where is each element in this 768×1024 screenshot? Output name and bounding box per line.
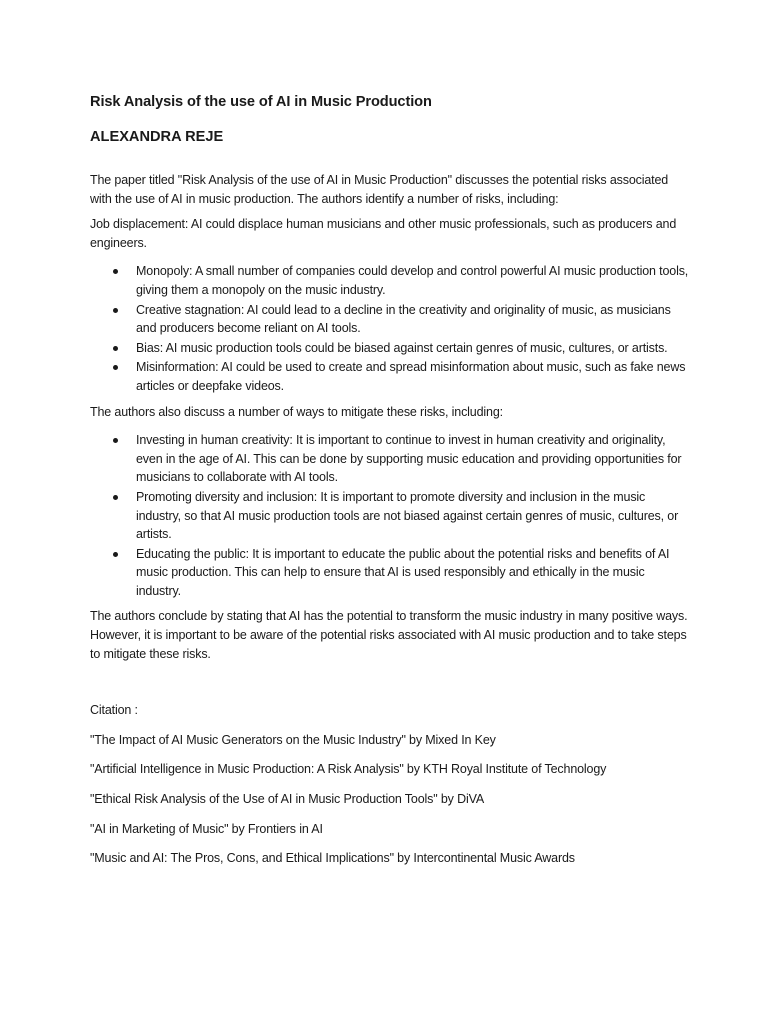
section-spacer: [90, 670, 690, 701]
risk-text: Bias: AI music production tools could be biased against certain genres of music, cultures, or artists.: [136, 340, 668, 355]
list-item: [90, 488, 690, 544]
author-name: ALEXANDRA REJE: [90, 129, 224, 145]
mitigations-list: [90, 431, 690, 600]
bullet-icon: [113, 365, 118, 370]
bullet-icon: [113, 495, 118, 500]
citation-heading: Citation :: [90, 703, 138, 718]
mitigation-text: Promoting diversity and inclusion: It is important to promote diversity and inclusion in the music industry, so that AI music production tools are not biased against certain genres of music, cultures, or artists.: [136, 489, 679, 542]
mitigation-text: Investing in human creativity: It is important to continue to invest in human creativity and originality, even in the age of AI. This can be done by supporting music education and providing opportunities for musicians to collaborate with AI tools.: [136, 433, 682, 485]
citation-item: "AI in Marketing of Music" by Frontiers in AI: [90, 821, 323, 836]
list-item: [90, 431, 690, 487]
bullet-icon: [113, 346, 118, 351]
list-item: [90, 358, 690, 395]
job-displacement-paragraph: Job displacement: AI could displace human musicians and other music professionals, such as producers and engineers.: [90, 217, 677, 250]
risk-text: Creative stagnation: AI could lead to a decline in the creativity and originality of music, as musicians and producers become reliant on AI tools.: [136, 302, 671, 336]
risks-list: [90, 262, 690, 395]
risk-text: Misinformation: AI could be used to create and spread misinformation about music, such as fake news articles or deepfake videos.: [136, 360, 686, 393]
risk-text: Monopoly: A small number of companies could develop and control powerful AI music production tools, giving them a monopoly on the music industry.: [136, 264, 689, 297]
bullet-icon: [113, 269, 118, 274]
mitigation-intro-paragraph: The authors also discuss a number of ways to mitigate these risks, including:: [90, 404, 503, 419]
document-title: Risk Analysis of the use of AI in Music Production: [90, 94, 432, 110]
citation-item: "Music and AI: The Pros, Cons, and Ethical Implications" by Intercontinental Music Awards: [90, 851, 575, 866]
list-item: [90, 301, 690, 338]
citation-item: "The Impact of AI Music Generators on the Music Industry" by Mixed In Key: [90, 732, 496, 747]
bullet-icon: [113, 308, 118, 313]
citation-item: "Artificial Intelligence in Music Production: A Risk Analysis" by KTH Royal Institute of Technology: [90, 762, 607, 777]
conclusion-paragraph: The authors conclude by stating that AI has the potential to transform the music industry in many positive ways. However, it is important to be aware of the potential risks associated with AI music production and to take steps to mitigate these risks.: [90, 609, 688, 661]
mitigation-text: Educating the public: It is important to educate the public about the potential risks and benefits of AI music production. This can help to ensure that AI is used responsibly and ethically in the music industry.: [136, 546, 670, 598]
bullet-icon: [113, 438, 118, 443]
list-item: [90, 339, 690, 358]
bullet-icon: [113, 552, 118, 557]
citation-item: "Ethical Risk Analysis of the Use of AI in Music Production Tools" by DiVA: [90, 792, 485, 807]
intro-paragraph: The paper titled "Risk Analysis of the use of AI in Music Production" discusses the potential risks associated with the use of AI in music production. The authors identify a number of risks, including:: [90, 173, 669, 206]
list-item: [90, 545, 690, 601]
document-page: [90, 92, 690, 879]
list-item: [90, 262, 690, 299]
